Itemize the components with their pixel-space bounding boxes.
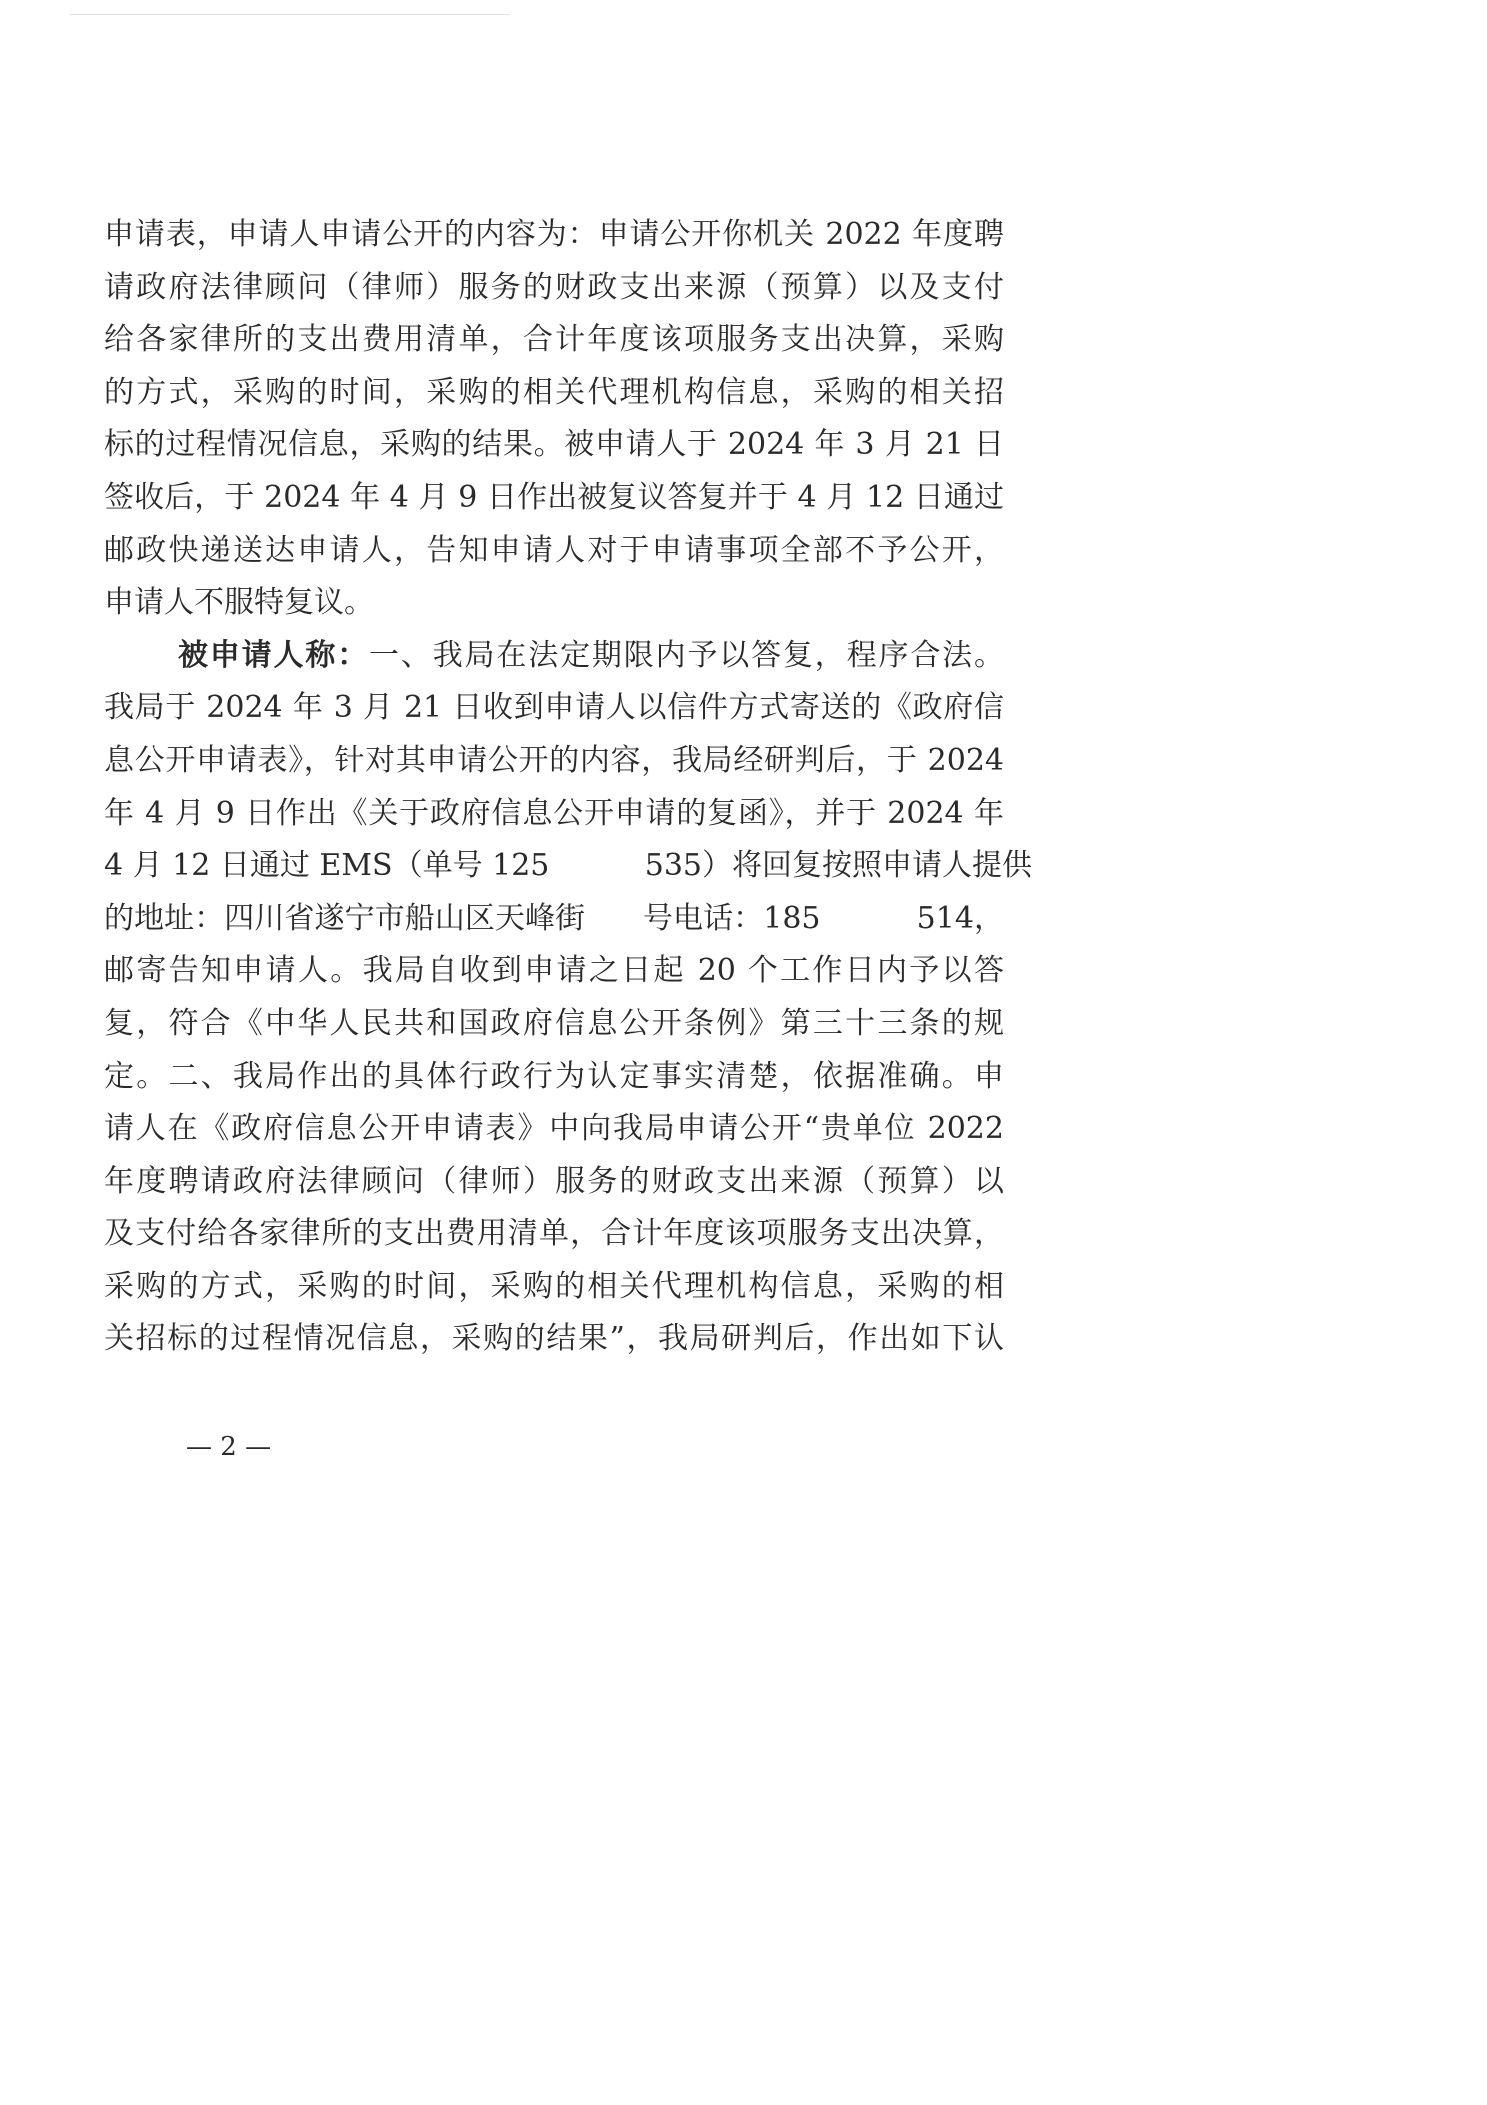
text-line: 年度聘请政府法律顾问（律师）服务的财政支出来源（预算）以 (104, 1163, 1004, 1199)
text-line: 关招标的过程情况信息，采购的结果”，我局研判后，作出如下认 (104, 1321, 1004, 1357)
text-line: 邮寄告知申请人。我局自收到申请之日起 20 个工作日内予以答 (104, 953, 1004, 989)
text-line: 申请表，申请人申请公开的内容为：申请公开你机关 2022 年度聘 (104, 217, 1004, 252)
text-line: 息公开申请表》，针对其申请公开的内容，我局经研判后，于 2024 (104, 742, 1004, 778)
text-line: 的地址：四川省遂宁市船山区天峰街 号电话：185 514， (104, 900, 1004, 936)
page-number: — 2 — (186, 1432, 272, 1462)
text-line: 采购的方式，采购的时间，采购的相关代理机构信息，采购的相 (104, 1268, 1004, 1304)
text-span: 一、我局在法定期限内予以答复，程序合法。 (369, 637, 1005, 673)
text-line: 定。二、我局作出的具体行政行为认定事实清楚，依据准确。申 (104, 1058, 1004, 1094)
document-body (104, 209, 1032, 1366)
paragraph-applicant-request (104, 209, 1004, 630)
text-line: 我局于 2024 年 3 月 21 日收到申请人以信件方式寄送的《政府信 (104, 690, 1004, 726)
text-line: 请人在《政府信息公开申请表》中向我局申请公开“贵单位 2022 (104, 1111, 1004, 1147)
text-line: 签收后，于 2024 年 4 月 9 日作出被复议答复并于 4 月 12 日通过 (104, 479, 1004, 515)
scan-edge-line (70, 14, 510, 15)
paragraph-respondent-statement (104, 630, 1032, 1366)
text-line: 邮政快递送达申请人，告知申请人对于申请事项全部不予公开， (104, 532, 1004, 568)
text-line: 标的过程情况信息，采购的结果。被申请人于 2024 年 3 月 21 日 (104, 427, 1004, 463)
text-line: 及支付给各家律所的支出费用清单，合计年度该项服务支出决算， (104, 1216, 1004, 1252)
text-line: 复，符合《中华人民共和国政府信息公开条例》第三十三条的规 (104, 1005, 1004, 1041)
respondent-lead-label: 被申请人称： (178, 637, 370, 673)
paragraph-first-line (104, 630, 1004, 683)
text-line: 4 月 12 日通过 EMS（单号 125 535）将回复按照申请人提供 (104, 848, 1032, 884)
text-line: 请政府法律顾问（律师）服务的财政支出来源（预算）以及支付 (104, 269, 1004, 305)
text-line: 给各家律所的支出费用清单，合计年度该项服务支出决算，采购 (104, 322, 1004, 358)
text-line: 年 4 月 9 日作出《关于政府信息公开申请的复函》，并于 2024 年 (104, 795, 1004, 831)
text-line: 的方式，采购的时间，采购的相关代理机构信息，采购的相关招 (104, 374, 1004, 410)
text-line: 申请人不服特复议。 (104, 585, 374, 621)
